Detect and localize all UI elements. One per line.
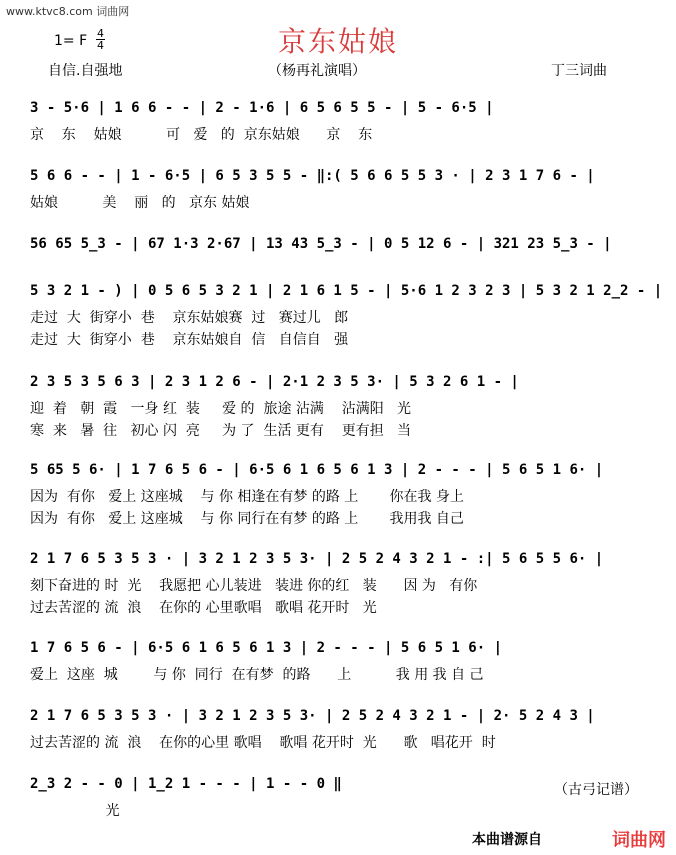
lyric-line: 走过 大 街穿小 巷 京东姑娘自 信 自信自 强: [30, 332, 349, 348]
notation-line: 1 7 6 5 6 - | 6·5 6 1 6 5 6 1 3 | 2 - - - | 5 6 5 1 6· |: [30, 640, 503, 656]
key-signature: 1= F: [54, 33, 88, 49]
performer: （杨再礼演唱）: [268, 63, 366, 79]
lyric-line: 过去苦涩的 流 浪 在你的 心里歌唱 歌唱 花开时 光: [30, 600, 377, 616]
lyric-line: 姑娘 美 丽 的 京东 姑娘: [30, 195, 250, 211]
source-label: 本曲谱源自: [472, 832, 542, 848]
song-title: 京东姑娘: [277, 25, 398, 58]
lyric-line: 寒 来 暑 往 初心 闪 亮 为 了 生活 更有 更有担 当: [30, 423, 412, 439]
composer: 丁三词曲: [551, 63, 607, 79]
lyric-line: 爱上 这座 城 与 你 同行 在有梦 的路 上 我 用 我 自 己: [30, 667, 484, 683]
lyric-line: 京 东 姑娘 可 爱 的 京东姑娘 京 东: [30, 127, 373, 143]
time-top: 4: [97, 27, 104, 40]
lyric-line: 过去苦涩的 流 浪 在你的心里 歌唱 歌唱 花开时 光 歌 唱花开 时: [30, 735, 496, 751]
tagline: 自信.自强地: [48, 63, 123, 79]
time-signature: [96, 28, 105, 51]
notation-line: 2 3 5 3 5 6 3 | 2 3 1 2 6 - | 2·1 2 3 5 3· | 5 3 2 6 1 - |: [30, 374, 519, 390]
notation-line: 2 1 7 6 5 3 5 3 · | 3 2 1 2 3 5 3· | 2 5 2 4 3 2 1 - | 2· 5 2 4 3 |: [30, 708, 595, 724]
notation-line: 5 65 5 6· | 1 7 6 5 6 - | 6·5 6 1 6 5 6 1 3 | 2 - - - | 5 6 5 1 6· |: [30, 462, 604, 478]
site-logo: 词曲网: [612, 830, 666, 851]
lyric-line: 迎 着 朝 霞 一身 红 装 爱 的 旅途 沾满 沾满阳 光: [30, 401, 412, 417]
lyric-line: 因为 有你 爱上 这座城 与 你 同行在有梦 的路 上 我用我 自己: [30, 511, 464, 527]
notation-line: 2̲3 2 - - 0 | 1̲2 1 - - - | 1 - - 0 ‖: [30, 776, 342, 792]
notation-line: 2 1 7 6 5 3 5 3 · | 3 2 1 2 3 5 3· | 2 5 2 4 3 2 1 - :| 5 6 5 5 6· |: [30, 551, 604, 567]
site-watermark: www.ktvc8.com 词曲网: [6, 5, 130, 18]
credit: （古弓记谱）: [554, 782, 638, 798]
notation-line: 5 6 6 - - | 1 - 6·5 | 6 5 3 5 5 - ‖:( 5 6 6 5 5 3 · | 2 3 1 7 6 - |: [30, 168, 595, 184]
notation-line: 56 65 5̲3 - | 67 1·3 2·67 | 13 43 5̲3 - | 0 5 12 6 - | 321 23 5̲3 - |: [30, 236, 612, 252]
time-bottom: 4: [97, 39, 104, 52]
lyric-line: 光: [30, 803, 120, 819]
lyric-line: 因为 有你 爱上 这座城 与 你 相逢在有梦 的路 上 你在我 身上: [30, 489, 464, 505]
notation-line: 5 3 2 1 - ) | 0 5 6 5 3 2 1 | 2 1 6 1 5 - | 5·6 1 2 3 2 3 | 5 3 2 1 2̲2 - |: [30, 283, 663, 299]
lyric-line: 刻下奋进的 时 光 我愿把 心儿装进 装进 你的红 装 因 为 有你: [30, 578, 478, 594]
notation-line: 3 - 5·6 | 1 6 6 - - | 2 - 1·6 | 6 5 6 5 5 - | 5 - 6·5 |: [30, 100, 494, 116]
lyric-line: 走过 大 街穿小 巷 京东姑娘赛 过 赛过儿 郎: [30, 310, 349, 326]
